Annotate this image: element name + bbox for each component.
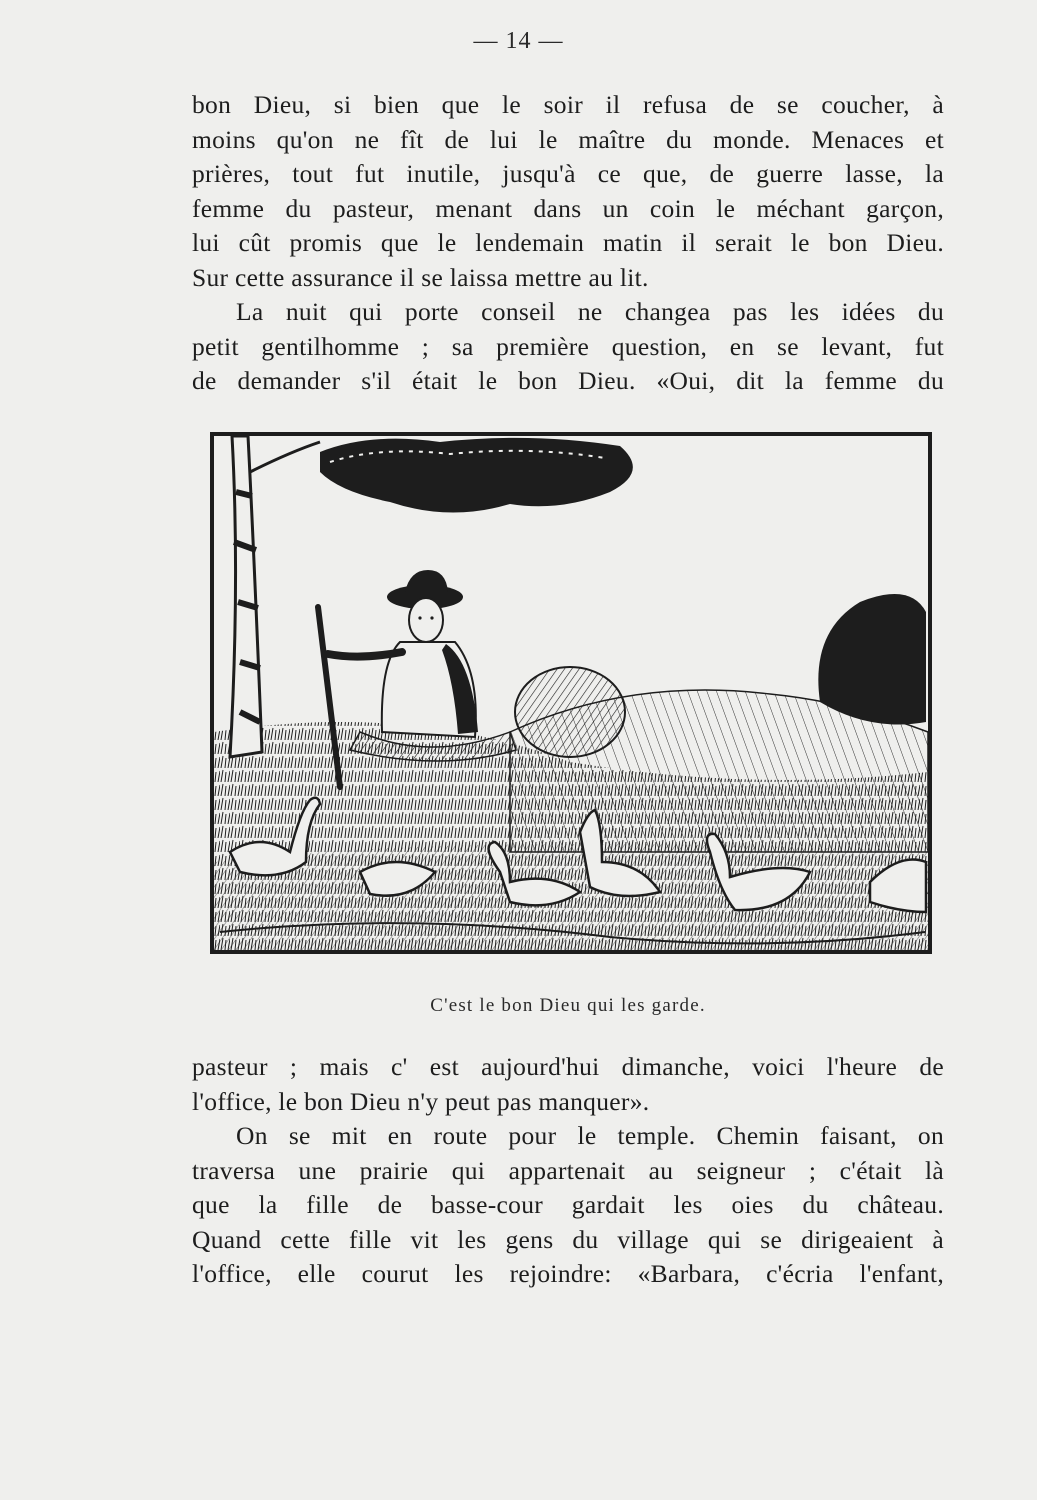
text-line: On se mit en route pour le temple. Chemin faisant, on bbox=[236, 1121, 944, 1150]
paragraph-block-bottom bbox=[192, 1050, 944, 1292]
text-line: de demander s'il était le bon Dieu. «Oui, dit la femme du bbox=[192, 366, 944, 395]
illustration-caption: C'est le bon Dieu qui les garde. bbox=[430, 995, 706, 1016]
page-number: — 14 — bbox=[473, 28, 564, 54]
text-line: femme du pasteur, menant dans un coin le méchant garçon, bbox=[192, 193, 944, 223]
paragraph-block-top bbox=[192, 88, 944, 399]
text-line: l'office, le bon Dieu n'y peut pas manquer». bbox=[192, 1086, 650, 1116]
text-line: lui cût promis que le lendemain matin il serait le bon Dieu. bbox=[192, 228, 944, 257]
text-line: que la fille de basse-cour gardait les oies du château. bbox=[192, 1190, 944, 1219]
woodcut-drawing bbox=[210, 432, 932, 954]
text-line: moins qu'on ne fît de lui le maître du monde. Menaces et bbox=[192, 124, 944, 154]
text-line: Quand cette fille vit les gens du village qui se dirigeaient à bbox=[192, 1224, 944, 1254]
text-line: traversa une prairie qui appartenait au seigneur ; c'était là bbox=[192, 1155, 944, 1185]
text-line: prières, tout fut inutile, jusqu'à ce que, de guerre lasse, la bbox=[192, 159, 944, 188]
text-line: petit gentilhomme ; sa première question, en se levant, fut bbox=[192, 331, 944, 361]
text-line: Sur cette assurance il se laissa mettre au lit. bbox=[192, 262, 649, 292]
text-line: l'office, elle courut les rejoindre: «Barbara, c'écria l'enfant, bbox=[192, 1259, 944, 1288]
woodcut-illustration bbox=[210, 432, 932, 954]
text-line: pasteur ; mais c' est aujourd'hui dimanche, voici l'heure de bbox=[192, 1052, 944, 1081]
text-line: bon Dieu, si bien que le soir il refusa de se coucher, à bbox=[192, 90, 944, 119]
text-line: La nuit qui porte conseil ne changea pas les idées du bbox=[236, 297, 944, 326]
